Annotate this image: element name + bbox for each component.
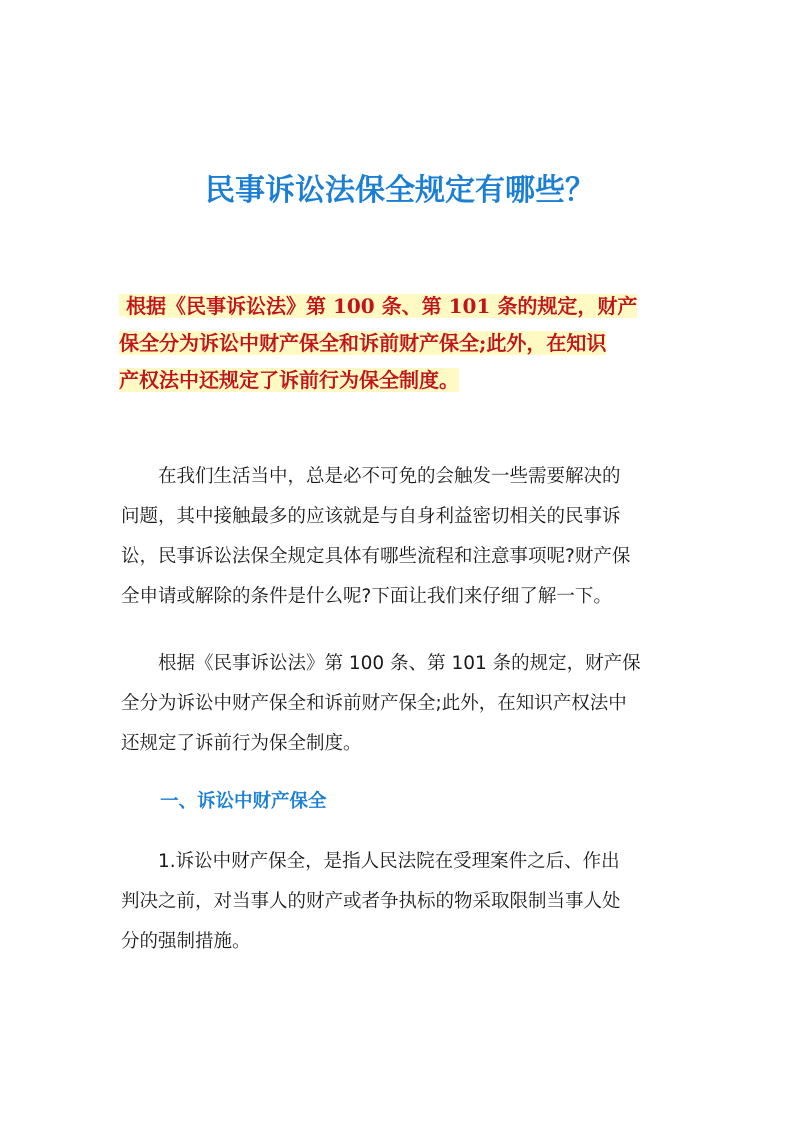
summary-line: 保全分为诉讼中财产保全和诉前财产保全;此外，在知识 (119, 331, 607, 355)
law-paragraph (121, 644, 681, 764)
paragraph-line: 讼，民事诉讼法保全规定具体有哪些流程和注意事项呢?财产保 (121, 546, 631, 567)
summary-line: 产权法中还规定了诉前行为保全制度。 (119, 368, 459, 392)
section-heading: 一、诉讼中财产保全 (160, 791, 327, 812)
paragraph-line: 问题，其中接触最多的应该就是与自身利益密切相关的民事诉 (121, 506, 621, 527)
paragraph-line: 全申请或解除的条件是什么呢?下面让我们来仔细了解一下。 (121, 586, 612, 607)
paragraph-line: 1.诉讼中财产保全，是指人民法院在受理案件之后、作出 (121, 851, 620, 872)
paragraph-line: 根据《民事诉讼法》第 100 条、第 101 条的规定，财产保 (121, 653, 641, 674)
intro-paragraph (121, 457, 681, 617)
definition-paragraph (121, 842, 681, 962)
highlight-marker (119, 294, 126, 316)
summary-box (119, 288, 679, 399)
page-title: 民事诉讼法保全规定有哪些？ (205, 173, 595, 208)
paragraph-line: 全分为诉讼中财产保全和诉前财产保全;此外，在知识产权法中 (121, 693, 627, 714)
paragraph-line: 在我们生活当中，总是必不可免的会触发一些需要解决的 (121, 466, 621, 487)
paragraph-line: 还规定了诉前行为保全制度。 (121, 733, 362, 754)
summary-line: 根据《民事诉讼法》第 100 条、第 101 条的规定，财产 (119, 288, 679, 325)
paragraph-line: 分的强制措施。 (121, 931, 251, 952)
paragraph-line: 判决之前，对当事人的财产或者争执标的物采取限制当事人处 (121, 891, 621, 912)
